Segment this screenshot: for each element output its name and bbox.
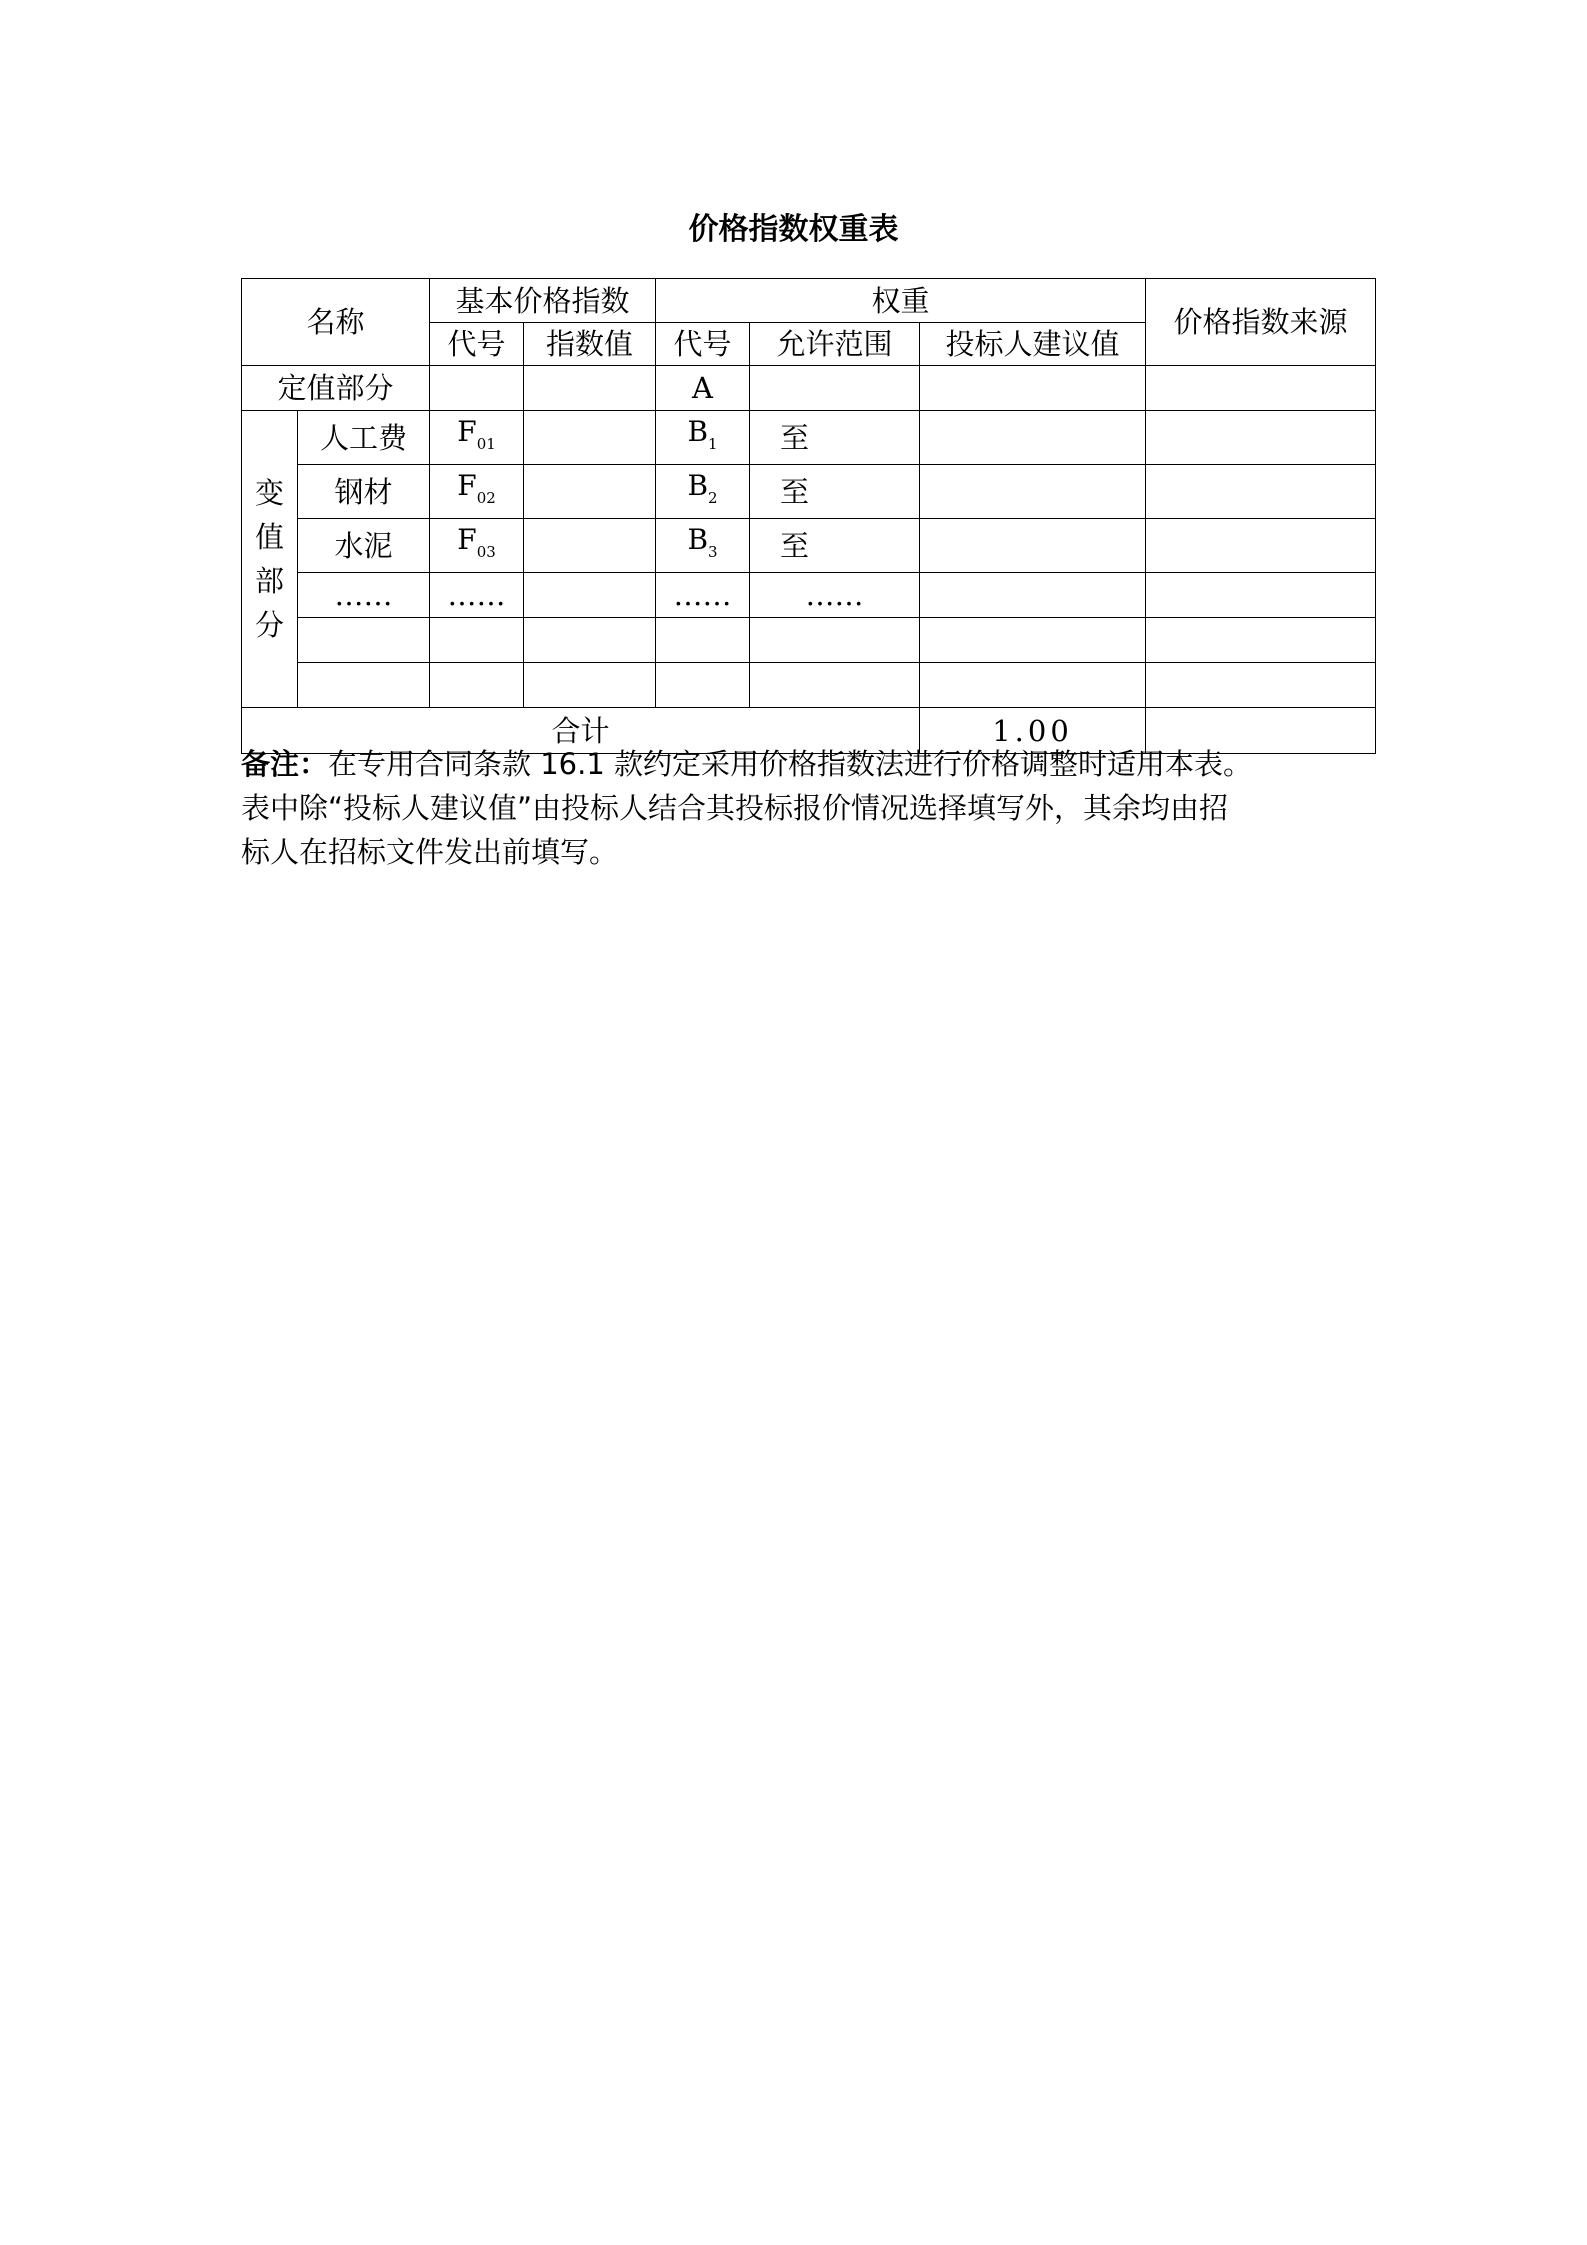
- header-base-code: 代号: [430, 323, 524, 366]
- item-range: 至: [750, 465, 920, 519]
- variable-label-char: 值: [254, 520, 284, 554]
- variable-label-char: 变: [254, 476, 284, 510]
- item-suggested: [920, 573, 1146, 618]
- item-base-code: [430, 519, 524, 573]
- empty-cell: [1146, 618, 1376, 663]
- header-base-value: 指数值: [524, 323, 656, 366]
- item-base-value: [524, 465, 656, 519]
- item-weight-code: ……: [656, 573, 750, 618]
- header-source: 价格指数来源: [1146, 279, 1376, 366]
- item-base-value: [524, 573, 656, 618]
- item-name: 钢材: [298, 465, 430, 519]
- total-value: 1.00: [920, 708, 1146, 754]
- item-source: [1146, 519, 1376, 573]
- header-base-index: 基本价格指数: [430, 279, 656, 323]
- header-row-1: [242, 279, 1376, 323]
- empty-cell: [430, 663, 524, 708]
- item-weight-code: [656, 465, 750, 519]
- code-letter: F: [457, 469, 477, 502]
- code-letter: F: [457, 415, 477, 448]
- item-range: 至: [750, 411, 920, 465]
- item-base-code: [430, 465, 524, 519]
- fixed-range: [750, 366, 920, 411]
- empty-cell: [1146, 663, 1376, 708]
- item-source: [1146, 465, 1376, 519]
- item-base-code: ……: [430, 573, 524, 618]
- fixed-source: [1146, 366, 1376, 411]
- code-letter: B: [687, 469, 709, 502]
- item-range: 至: [750, 519, 920, 573]
- fixed-row: [242, 366, 1376, 411]
- empty-cell: [920, 618, 1146, 663]
- code-subscript: 01: [476, 435, 496, 453]
- code-subscript: 2: [708, 489, 718, 507]
- item-base-value: [524, 519, 656, 573]
- item-weight-code: [656, 411, 750, 465]
- empty-cell: [750, 663, 920, 708]
- header-weight: 权重: [656, 279, 1146, 323]
- variable-part-label: [242, 411, 298, 708]
- fixed-suggested: [920, 366, 1146, 411]
- empty-cell: [656, 618, 750, 663]
- item-name: ……: [298, 573, 430, 618]
- variable-row-empty: [242, 618, 1376, 663]
- variable-row: [242, 465, 1376, 519]
- item-weight-code: [656, 519, 750, 573]
- item-name: 水泥: [298, 519, 430, 573]
- variable-row: [242, 519, 1376, 573]
- variable-row: [242, 411, 1376, 465]
- item-source: [1146, 411, 1376, 465]
- variable-label-char: 分: [254, 608, 284, 642]
- variable-label-char: 部: [254, 564, 284, 598]
- code-subscript: 02: [476, 489, 496, 507]
- note-line: 标人在招标文件发出前填写。: [241, 835, 619, 869]
- note-line: 表中除“投标人建议值”由投标人结合其投标报价情况选择填写外，其余均由招: [241, 791, 1229, 825]
- variable-row-ellipsis: [242, 573, 1376, 618]
- fixed-base-value: [524, 366, 656, 411]
- variable-row-empty: [242, 663, 1376, 708]
- total-label: 合计: [242, 708, 920, 754]
- fixed-label: 定值部分: [242, 366, 430, 411]
- empty-cell: [750, 618, 920, 663]
- header-allowed-range: 允许范围: [750, 323, 920, 366]
- item-suggested: [920, 411, 1146, 465]
- page-title: 价格指数权重表: [688, 212, 899, 247]
- item-suggested: [920, 519, 1146, 573]
- empty-cell: [298, 618, 430, 663]
- empty-cell: [430, 618, 524, 663]
- note-text: 在专用合同条款 16.1 款约定采用价格指数法进行价格调整时适用本表。: [328, 747, 1253, 781]
- item-suggested: [920, 465, 1146, 519]
- fixed-base-code: [430, 366, 524, 411]
- empty-cell: [656, 663, 750, 708]
- item-base-code: [430, 411, 524, 465]
- item-base-value: [524, 411, 656, 465]
- note-label: 备注：: [241, 747, 329, 781]
- empty-cell: [920, 663, 1146, 708]
- code-letter: B: [687, 523, 709, 556]
- item-range: ……: [750, 573, 920, 618]
- code-letter: B: [687, 415, 709, 448]
- price-index-weight-table: [241, 278, 1376, 754]
- code-subscript: 03: [476, 543, 496, 561]
- code-letter: F: [457, 523, 477, 556]
- note-block: [241, 742, 1381, 874]
- header-weight-code: 代号: [656, 323, 750, 366]
- empty-cell: [524, 663, 656, 708]
- header-name: 名称: [242, 279, 430, 366]
- fixed-weight-code: A: [656, 366, 750, 411]
- empty-cell: [298, 663, 430, 708]
- code-subscript: 1: [708, 435, 718, 453]
- item-name: 人工费: [298, 411, 430, 465]
- code-subscript: 3: [708, 543, 718, 561]
- item-source: [1146, 573, 1376, 618]
- header-bidder-suggested: 投标人建议值: [920, 323, 1146, 366]
- empty-cell: [524, 618, 656, 663]
- note-line: [241, 742, 1381, 786]
